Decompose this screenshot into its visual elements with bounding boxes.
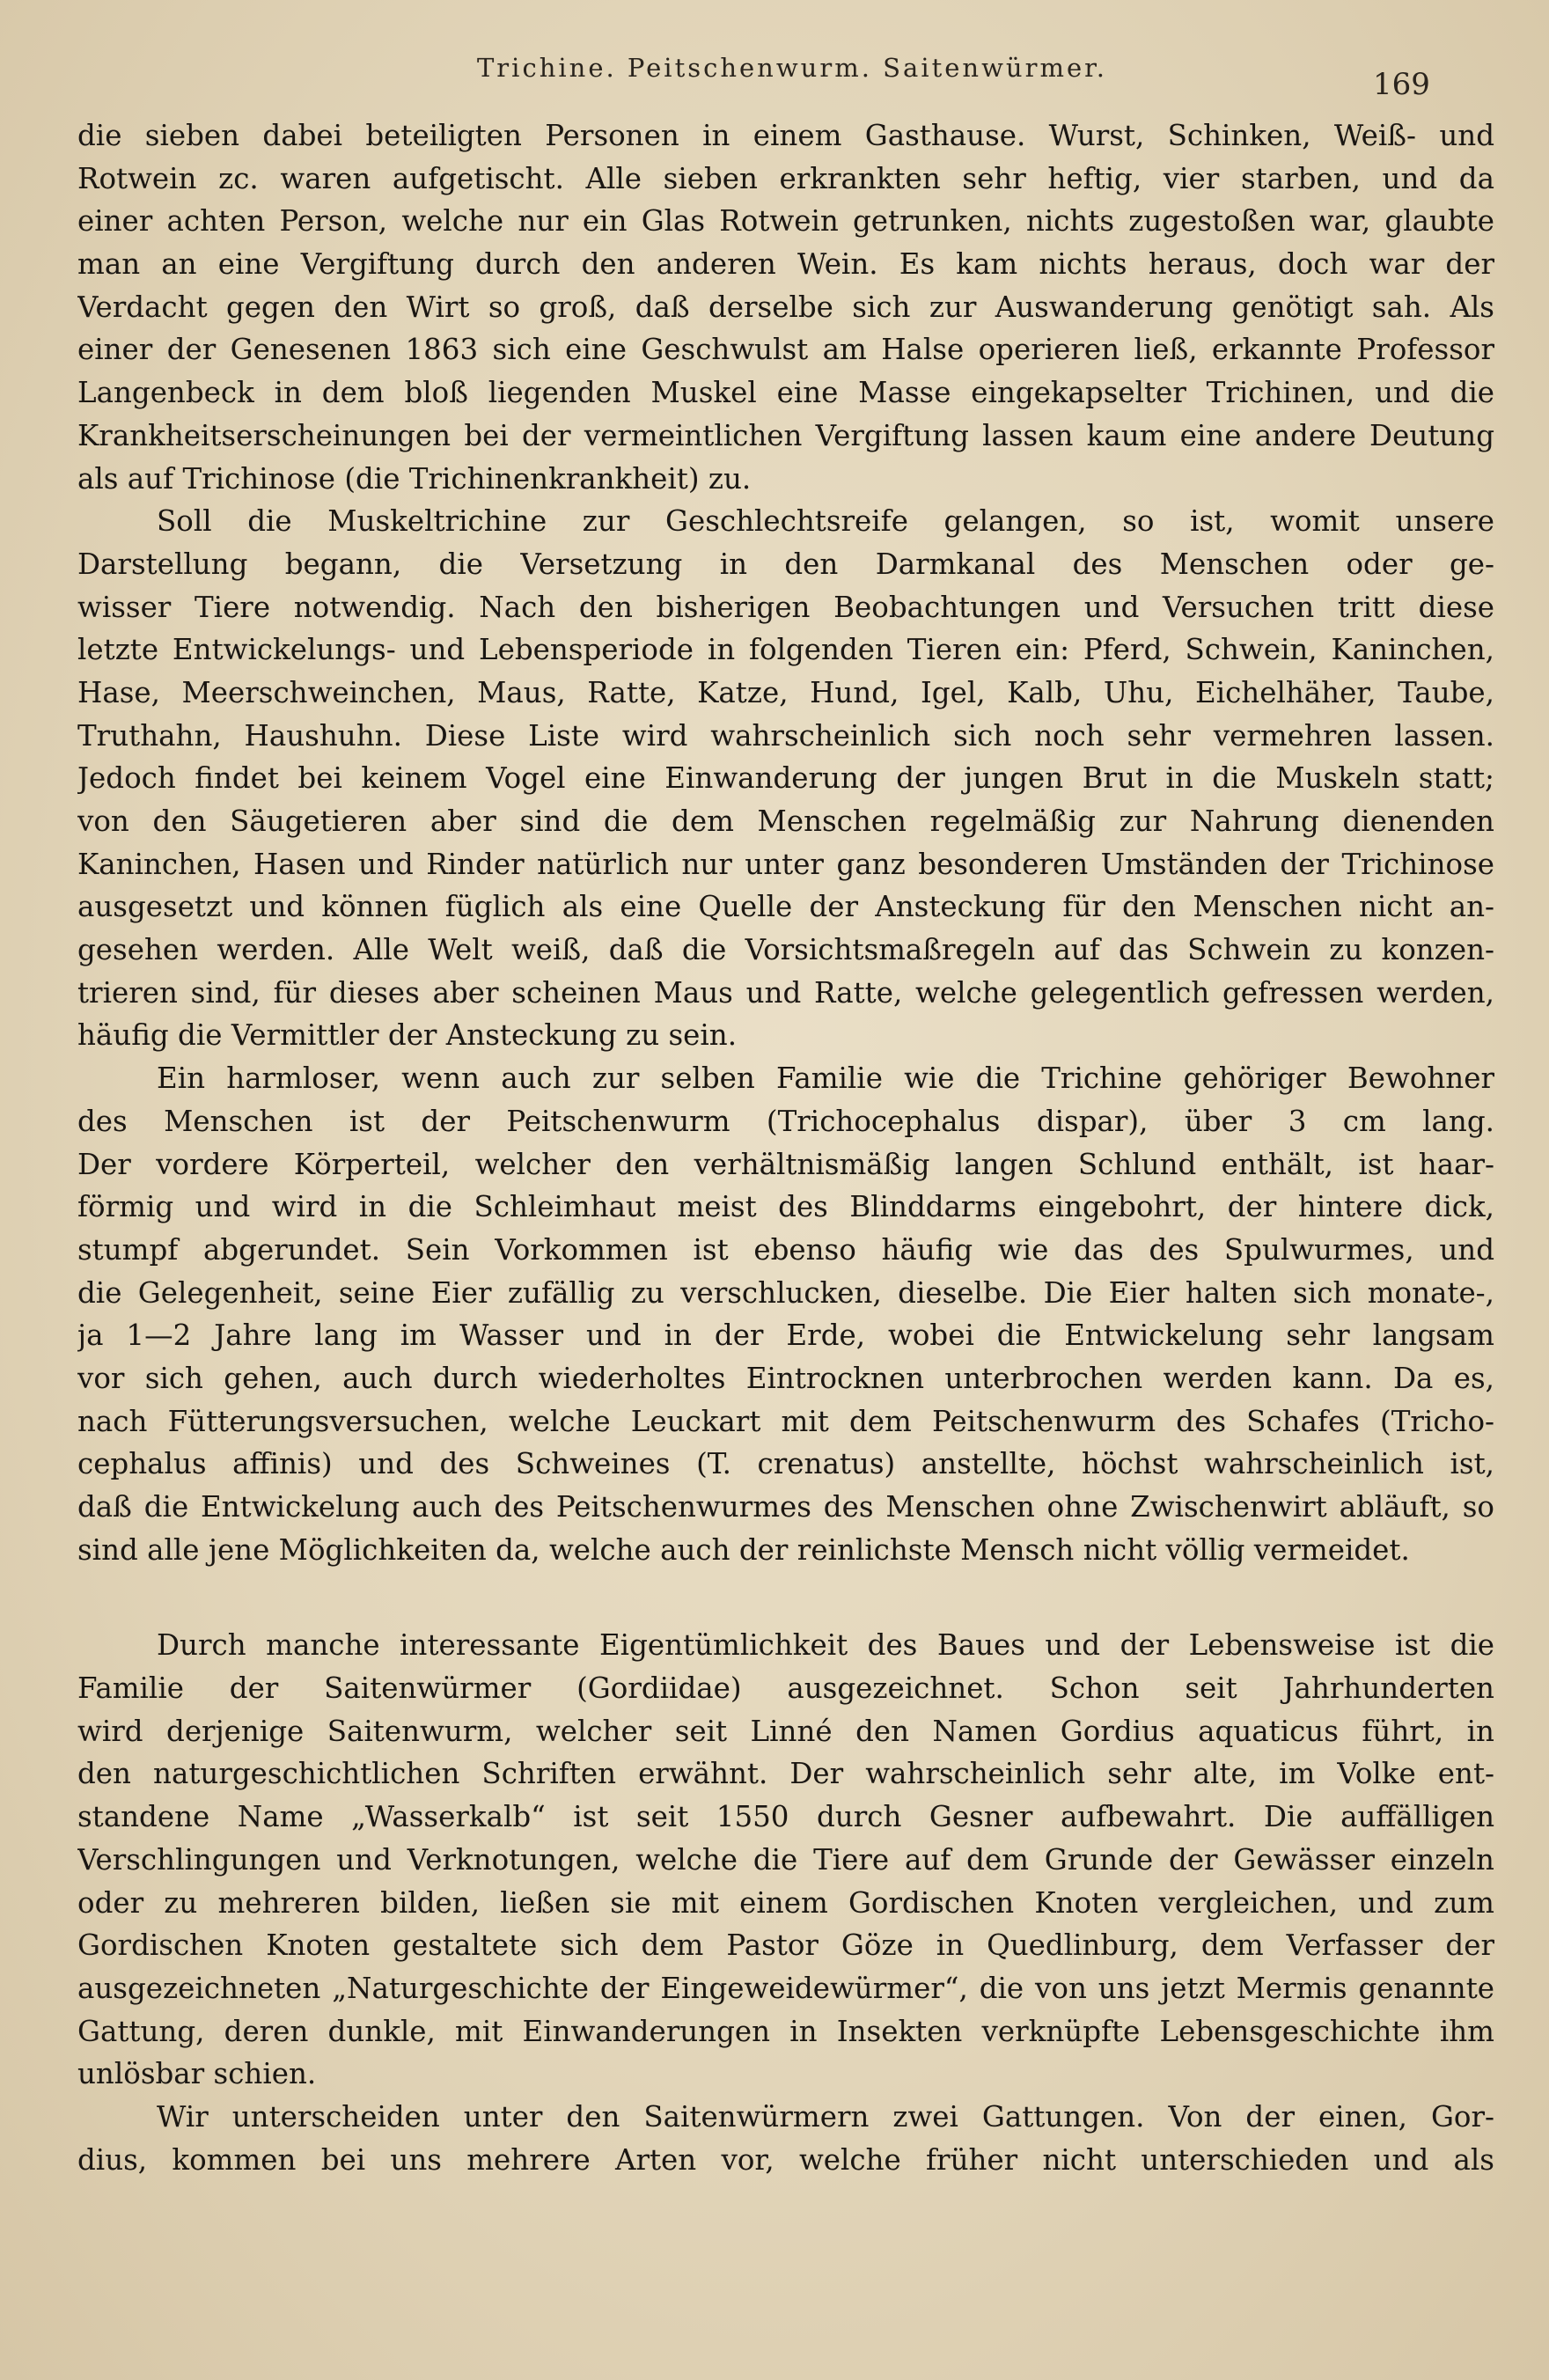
text-line: man an eine Vergiftung durch den anderen Wein. Es kam nichts heraus, doch war der xyxy=(77,247,1494,282)
text-line: von den Säugetieren aber sind die dem Menschen regelmäßig zur Nahrung dienenden xyxy=(77,804,1494,838)
text-line: ausgezeichneten „Naturgeschichte der Eingeweidewürmer“, die von uns jetzt Mermis genannte xyxy=(77,1971,1494,2005)
text-line: häufig die Vermittler der Ansteckung zu sein. xyxy=(77,1018,738,1053)
section-gap xyxy=(77,1571,1494,1624)
text-line: förmig und wird in die Schleimhaut meist des Blinddarms eingebohrt, der hintere dick, xyxy=(77,1190,1494,1224)
text-line: trieren sind, für dieses aber scheinen Maus und Ratte, welche gelegentlich gefressen werden, xyxy=(77,975,1494,1010)
text-line: einer der Genesenen 1863 sich eine Geschwulst am Halse operieren ließ, erkannte Professor xyxy=(77,333,1494,367)
text-line: Rotwein zc. waren aufgetischt. Alle sieben erkrankten sehr heftig, vier starben, und da xyxy=(77,161,1494,195)
paragraph xyxy=(77,1057,1494,1571)
text-line: des Menschen ist der Peitschenwurm (Trichocephalus dispar), über 3 cm lang. xyxy=(77,1104,1494,1138)
page-number: 169 xyxy=(1373,67,1430,102)
page-body xyxy=(77,114,1494,2181)
text-line: unlösbar schien. xyxy=(77,2057,317,2091)
text-line: Jedoch findet bei keinem Vogel eine Einwanderung der jungen Brut in die Muskeln statt; xyxy=(77,761,1494,796)
text-line: stumpf abgerundet. Sein Vorkommen ist ebenso häufig wie das des Spulwurmes, und xyxy=(77,1232,1494,1267)
text-line: Truthahn, Haushuhn. Diese Liste wird wahrscheinlich sich noch sehr vermehren lassen. xyxy=(77,718,1494,753)
text-line: gesehen werden. Alle Welt weiß, daß die Vorsichtsmaßregeln auf das Schwein zu konzen- xyxy=(77,933,1494,967)
text-line: cephalus affinis) und des Schweines (T. crenatus) anstellte, höchst wahrscheinlich ist, xyxy=(77,1447,1494,1481)
text-line: Familie der Saitenwürmer (Gordiidae) ausgezeichnet. Schon seit Jahrhunderten xyxy=(77,1671,1494,1706)
text-line: einer achten Person, welche nur ein Glas Rotwein getrunken, nichts zugestoßen war, glaubte xyxy=(77,204,1494,239)
text-line: daß die Entwickelung auch des Peitschenwurmes des Menschen ohne Zwischenwirt abläuft, so xyxy=(77,1490,1494,1524)
text-line: Der vordere Körperteil, welcher den verhältnismäßig langen Schlund enthält, ist haar- xyxy=(77,1147,1494,1181)
text-line: Ein harmloser, wenn auch zur selben Familie wie die Trichine gehöriger Bewohner xyxy=(157,1061,1494,1096)
text-line: Soll die Muskeltrichine zur Geschlechtsreife gelangen, so ist, womit unsere xyxy=(157,504,1494,539)
paragraph xyxy=(77,500,1494,1057)
text-line: den naturgeschichtlichen Schriften erwähnt. Der wahrscheinlich sehr alte, im Volke ent- xyxy=(77,1757,1494,1791)
text-line: Hase, Meerschweinchen, Maus, Ratte, Katze, Hund, Igel, Kalb, Uhu, Eichelhäher, Taube, xyxy=(77,675,1494,709)
text-line: dius, kommen bei uns mehrere Arten vor, welche früher nicht unterschieden und als xyxy=(77,2142,1494,2177)
paragraph xyxy=(77,1624,1494,2096)
text-line: Gordischen Knoten gestaltete sich dem Pastor Göze in Quedlinburg, dem Verfasser der xyxy=(77,1928,1494,1963)
paragraph xyxy=(77,114,1494,500)
paragraph xyxy=(77,2096,1494,2181)
text-line: wird derjenige Saitenwurm, welcher seit Linné den Namen Gordius aquaticus führt, in xyxy=(77,1714,1494,1748)
text-line: die Gelegenheit, seine Eier zufällig zu verschlucken, dieselbe. Die Eier halten sich monate-, xyxy=(77,1275,1494,1310)
text-line: wisser Tiere notwendig. Nach den bisherigen Beobachtungen und Versuchen tritt diese xyxy=(77,590,1494,624)
text-line: die sieben dabei beteiligten Personen in einem Gasthause. Wurst, Schinken, Weiß- und xyxy=(77,119,1494,152)
text-line: Kaninchen, Hasen und Rinder natürlich nur unter ganz besonderen Umständen der Trichinose xyxy=(77,847,1494,881)
page-header xyxy=(0,46,1549,102)
text-line: Verschlingungen und Verknotungen, welche die Tiere auf dem Grunde der Gewässer einzeln xyxy=(77,1842,1494,1877)
text-line: Wir unterscheiden unter den Saitenwürmern zwei Gattungen. Von der einen, Gor- xyxy=(157,2099,1494,2134)
text-line: als auf Trichinose (die Trichinenkrankheit) zu. xyxy=(77,461,752,496)
running-title: Trichine. Peitschenwurm. Saitenwürmer. xyxy=(476,53,1108,83)
text-line: oder zu mehreren bilden, ließen sie mit einem Gordischen Knoten vergleichen, und zum xyxy=(77,1885,1494,1920)
text-line: standene Name „Wasserkalb“ ist seit 1550 durch Gesner aufbewahrt. Die auffälligen xyxy=(77,1800,1494,1834)
text-line: Langenbeck in dem bloß liegenden Muskel eine Masse eingekapselter Trichinen, und die xyxy=(77,376,1494,410)
text-line: Gattung, deren dunkle, mit Einwanderungen in Insekten verknüpfte Lebensgeschichte ihm xyxy=(77,2014,1494,2048)
text-line: Durch manche interessante Eigentümlichkeit des Baues und der Lebensweise ist die xyxy=(157,1628,1494,1663)
text-line: Krankheitserscheinungen bei der vermeintlichen Vergiftung lassen kaum eine andere Deutung xyxy=(77,418,1494,452)
text-line: letzte Entwickelungs- und Lebensperiode in folgenden Tieren ein: Pferd, Schwein, Kaninchen, xyxy=(77,633,1494,667)
text-line: ja 1—2 Jahre lang im Wasser und in der Erde, wobei die Entwickelung sehr langsam xyxy=(77,1319,1494,1353)
text-line: Verdacht gegen den Wirt so groß, daß derselbe sich zur Auswanderung genötigt sah. Als xyxy=(77,290,1494,324)
text-line: ausgesetzt und können füglich als eine Quelle der Ansteckung für den Menschen nicht an- xyxy=(77,890,1494,924)
text-line: Darstellung begann, die Versetzung in den Darmkanal des Menschen oder ge- xyxy=(77,547,1494,581)
text-line: vor sich gehen, auch durch wiederholtes Eintrocknen unterbrochen werden kann. Da es, xyxy=(77,1361,1494,1395)
text-line: nach Fütterungsversuchen, welche Leuckart mit dem Peitschenwurm des Schafes (Tricho- xyxy=(77,1404,1494,1438)
text-line: sind alle jene Möglichkeiten da, welche auch der reinlichste Mensch nicht völlig vermeidet. xyxy=(77,1532,1410,1567)
